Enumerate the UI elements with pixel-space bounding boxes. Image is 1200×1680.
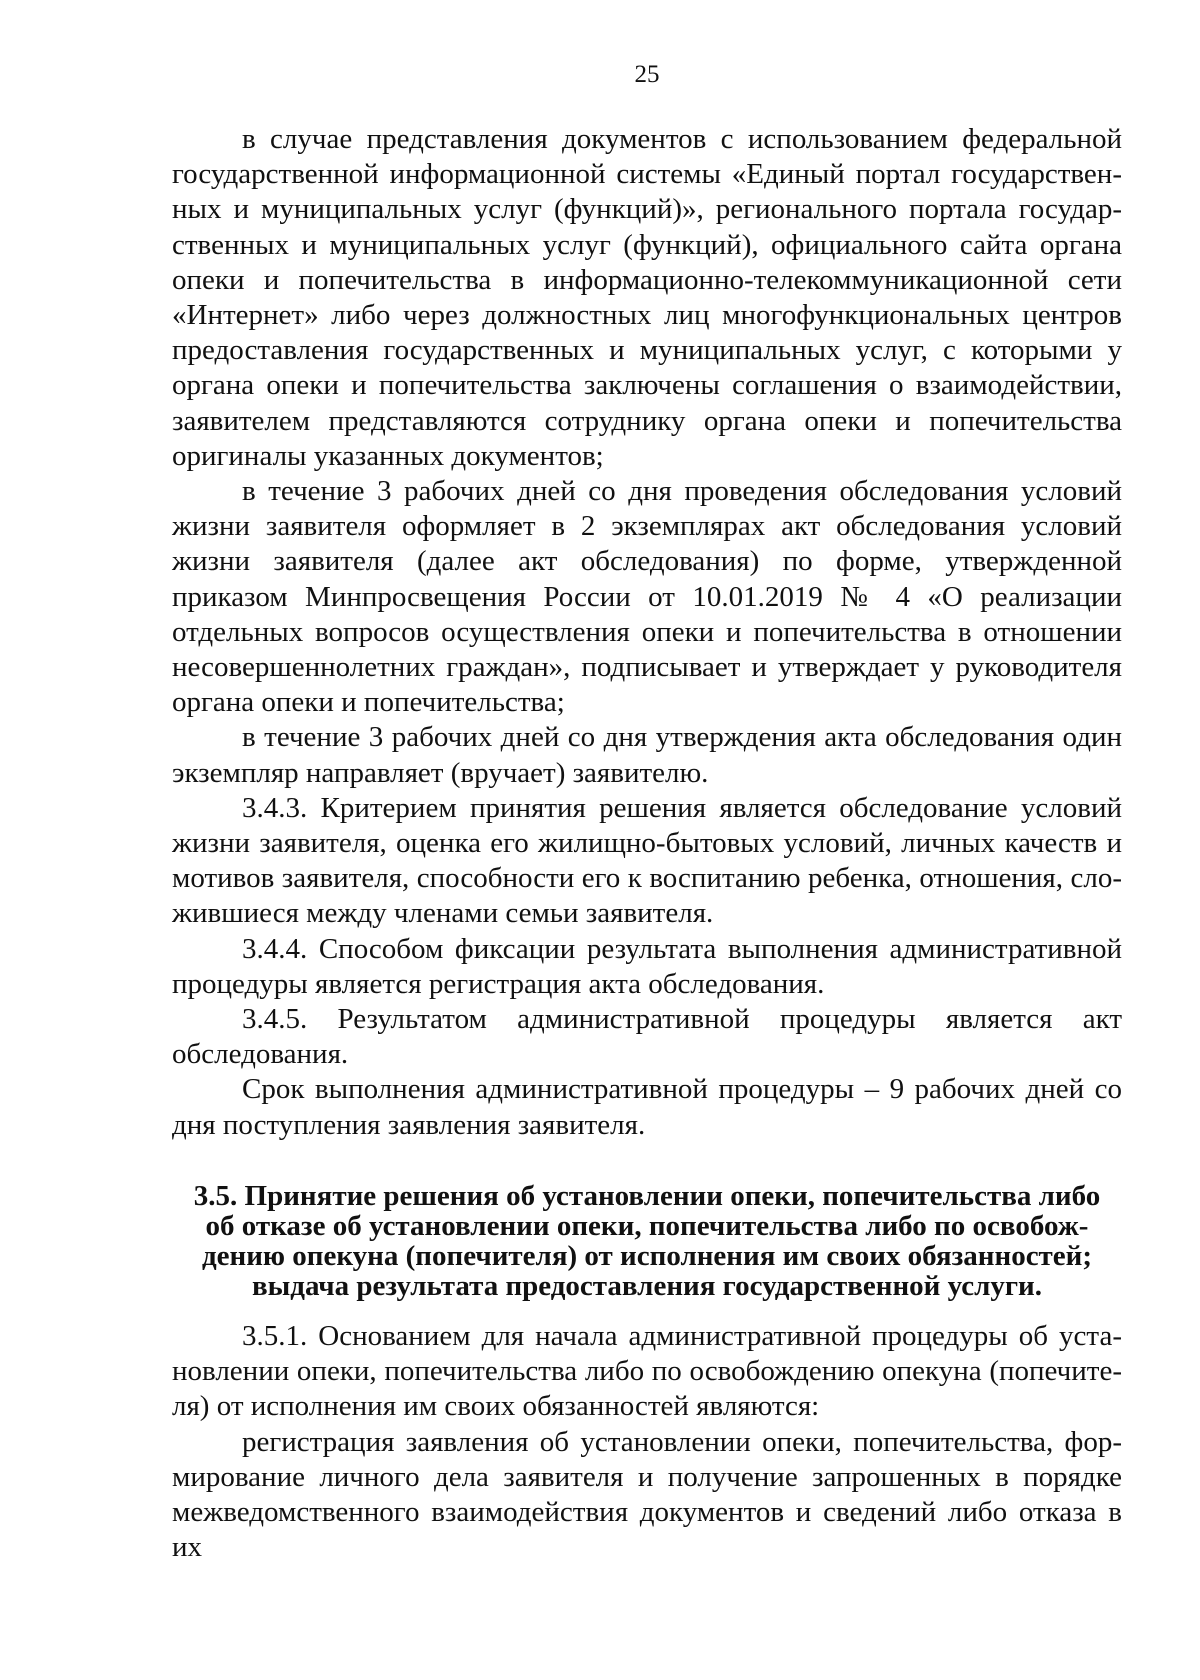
paragraph-procedure-term: Срок выполнения административной процедуры – 9 рабочих дней со дня поступления заявления заявителя. (172, 1073, 1122, 1141)
paragraph-3-5-1: 3.5.1. Основанием для начала административной процедуры об установлении опеки, попечительства либо по освобождению опекуна (попечителя) от исполнения им своих обязанностей являются: (172, 1319, 1122, 1423)
paragraph-act-delivery: в течение 3 рабочих дней со дня утверждения акта обследования один экземпляр направляет (вручает) заявителю. (172, 721, 1122, 789)
paragraph-inspection-act: в течение 3 рабочих дней со дня проведения обследования условий жизни заявителя оформляет в 2 экземплярах акт обследования условий жизни заявителя (далее акт обследования) по форме, утвержденной приказом Минпросвещения России от 10.01.2019 № 4 «О реализации отдельных вопросов осуществления опеки и попечительства в отношении несовершеннолетних граждан», подписывает и утверждает у руководителя органа опеки и попечительства; (172, 475, 1122, 719)
paragraph-3-4-4: 3.4.4. Способом фиксации результата выполнения административной процедуры является регистрация акта обследования. (172, 932, 1122, 1000)
paragraph-3-4-5: 3.4.5. Результатом административной процедуры является акт обследования. (172, 1003, 1122, 1071)
section-heading-3-5: 3.5. Принятие решения об установлении опеки, попечительства либо об отказе об установлении опеки, попечительства либо по освобождению опекуна (попечителя) от исполнения им своих обязанностей; выдача результата предоставления государственной услуги. (193, 1179, 1101, 1302)
paragraph-registration: регистрация заявления об установлении опеки, попечительства, формирование личного дела заявителя и получение запрошенных в порядке межведомственного взаимодействия документов и сведений либо отказа в их (172, 1425, 1122, 1564)
paragraph-documents-submission: в случае представления документов с использованием федеральной государственной информационной системы «Единый портал государственных и муниципальных услуг (функций)», регионального портала государственных и муниципальных услуг (функций), официального сайта органа опеки и попечительства в информационно-телекоммуникационной сети «Интернет» либо через должностных лиц многофункциональных центров предоставления государственных и муниципальных услуг, с которыми у органа опеки и попечительства заключены соглашения о взаимодействии, заявителем представляются сотруднику органа опеки и попечительства оригиналы указанных документов; (172, 123, 1122, 472)
page-number: 25 (634, 61, 660, 88)
paragraph-3-4-3: 3.4.3. Критерием принятия решения является обследование условий жизни заявителя, оценка его жилищно-бытовых условий, личных качеств и мотивов заявителя, способности его к воспитанию ребенка, отношения, сложившиеся между членами семьи заявителя. (172, 791, 1122, 930)
document-page (172, 60, 1122, 1565)
section-spacer (172, 1143, 1122, 1181)
